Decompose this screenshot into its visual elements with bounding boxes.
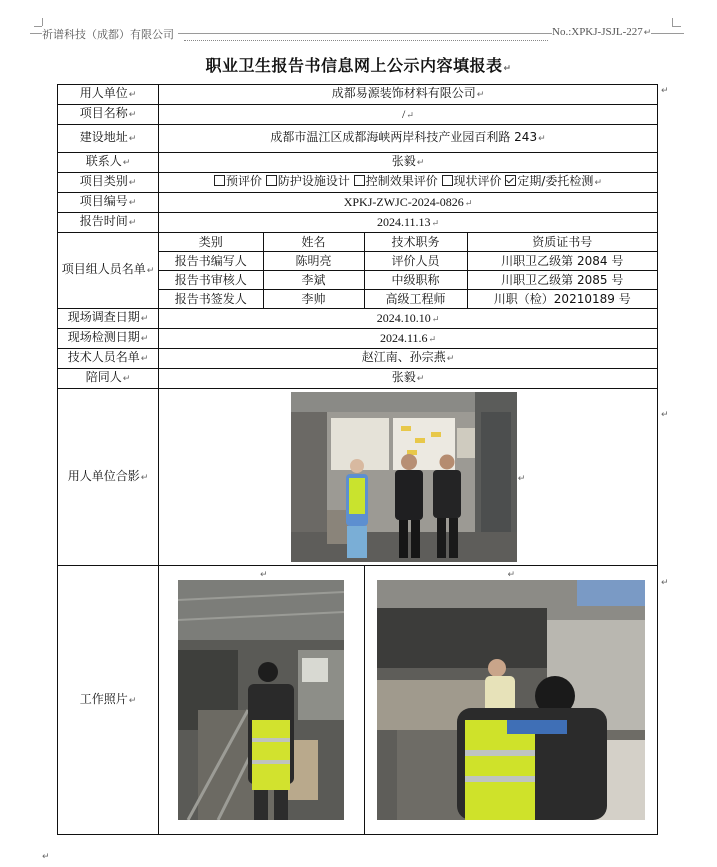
checkbox-option-status-evaluation[interactable]: 现状评价 [442,174,502,188]
member-cert: 川职卫乙级第 2084 号 [467,252,657,271]
team-subtable-cell [159,233,658,309]
team-header-row [159,233,657,252]
row-test-date [58,329,658,349]
row-team [58,233,658,309]
work-photo-left-cell [159,566,364,834]
team-header-title: 技术职务 [364,233,467,252]
label-project-name: 项目名称↵ [58,105,159,125]
checkbox-checked-icon[interactable] [505,175,516,186]
label-team: 项目组人员名单↵ [58,233,159,309]
label-report-date: 报告时间↵ [58,213,159,233]
checkbox-empty-icon[interactable] [442,175,453,186]
header-doc-number: No.:XPKJ-JSJL-227↵ [552,26,652,38]
value-project-type: 预评价 防护设施设计 控制效果评价 现状评价 定期/委托检测↵ [159,173,658,193]
work-photo-left-image [178,580,344,820]
row-tech-staff [58,349,658,369]
member-cert: 川职卫乙级第 2085 号 [467,271,657,290]
member-title: 高级工程师 [364,290,467,309]
row-project-type [58,173,658,193]
value-employer: 成都易源装饰材料有限公司↵ [159,85,658,105]
team-header-cert: 资质证书号 [467,233,657,252]
work-photos-subtable [159,566,657,834]
team-member-row [159,290,657,309]
label-survey-date: 现场调查日期↵ [58,309,159,329]
row-report-date [58,213,658,233]
value-tech-staff: 赵江南、孙宗燕↵ [159,349,658,369]
group-photo-illustration [291,392,517,562]
team-member-row [159,271,657,290]
value-survey-date: 2024.10.10↵ [159,309,658,329]
member-role: 报告书编写人 [159,252,263,271]
checkbox-option-pre-evaluation[interactable]: 预评价 [214,174,262,188]
paragraph-mark: ↵ [507,570,516,580]
row-work-photos [58,566,658,835]
value-companion: 张毅↵ [159,369,658,389]
paragraph-mark: ↵ [42,852,50,862]
work-photo-testing-illustration [377,580,645,820]
label-test-date: 现场检测日期↵ [58,329,159,349]
label-address: 建设地址↵ [58,125,159,153]
row-contact [58,153,658,173]
work-photos-cell [159,566,658,835]
team-subtable [159,233,657,308]
row-survey-date [58,309,658,329]
member-title: 中级职称 [364,271,467,290]
row-project-no [58,193,658,213]
member-name: 李帅 [263,290,364,309]
team-header-role: 类别 [159,233,263,252]
checkbox-empty-icon[interactable] [214,175,225,186]
group-photo-image [291,392,517,562]
header-leader-dots [184,26,548,41]
label-tech-staff: 技术人员名单↵ [58,349,159,369]
work-photo-factory-illustration [178,580,344,820]
page-corner-mark [672,18,681,27]
group-photo-cell: ↵ [159,389,658,566]
member-name: 陈明亮 [263,252,364,271]
label-project-no: 项目编号↵ [58,193,159,213]
value-test-date: 2024.11.6↵ [159,329,658,349]
member-cert: 川职（检）20210189 号 [467,290,657,309]
paragraph-mark: ↵ [259,570,268,580]
disclosure-form-table [57,84,658,835]
row-employer [58,85,658,105]
paragraph-mark: ↵ [661,86,669,96]
value-contact: 张毅↵ [159,153,658,173]
label-group-photo: 用人单位合影↵ [58,389,159,566]
paragraph-mark: ↵ [661,578,669,588]
label-project-type: 项目类别↵ [58,173,159,193]
value-project-no: XPKJ-ZWJC-2024-0826↵ [159,193,658,213]
work-photos-row [159,566,657,834]
team-member-row [159,252,657,271]
value-report-date: 2024.11.13↵ [159,213,658,233]
label-employer: 用人单位↵ [58,85,159,105]
member-name: 李斌 [263,271,364,290]
work-photo-right-cell [364,566,657,834]
row-address [58,125,658,153]
row-project-name [58,105,658,125]
label-contact: 联系人↵ [58,153,159,173]
checkbox-empty-icon[interactable] [266,175,277,186]
member-role: 报告书签发人 [159,290,263,309]
paragraph-mark: ↵ [661,410,669,420]
label-work-photos: 工作照片↵ [58,566,159,835]
member-role: 报告书审核人 [159,271,263,290]
label-companion: 陪同人↵ [58,369,159,389]
row-companion [58,369,658,389]
row-group-photo [58,389,658,566]
header-company: 祈谱科技（成都）有限公司 [42,26,178,42]
value-address: 成都市温江区成都海峡两岸科技产业园百利路 243↵ [159,125,658,153]
team-header-name: 姓名 [263,233,364,252]
value-project-name: /↵ [159,105,658,125]
member-title: 评价人员 [364,252,467,271]
checkbox-option-control-evaluation[interactable]: 控制效果评价 [354,174,438,188]
checkbox-empty-icon[interactable] [354,175,365,186]
work-photo-right-image [377,580,645,820]
checkbox-option-periodic-testing[interactable]: 定期/委托检测 [505,174,593,188]
document-title: 职业卫生报告书信息网上公示内容填报表↵ [205,56,512,75]
checkbox-option-protection-design[interactable]: 防护设施设计 [266,174,350,188]
